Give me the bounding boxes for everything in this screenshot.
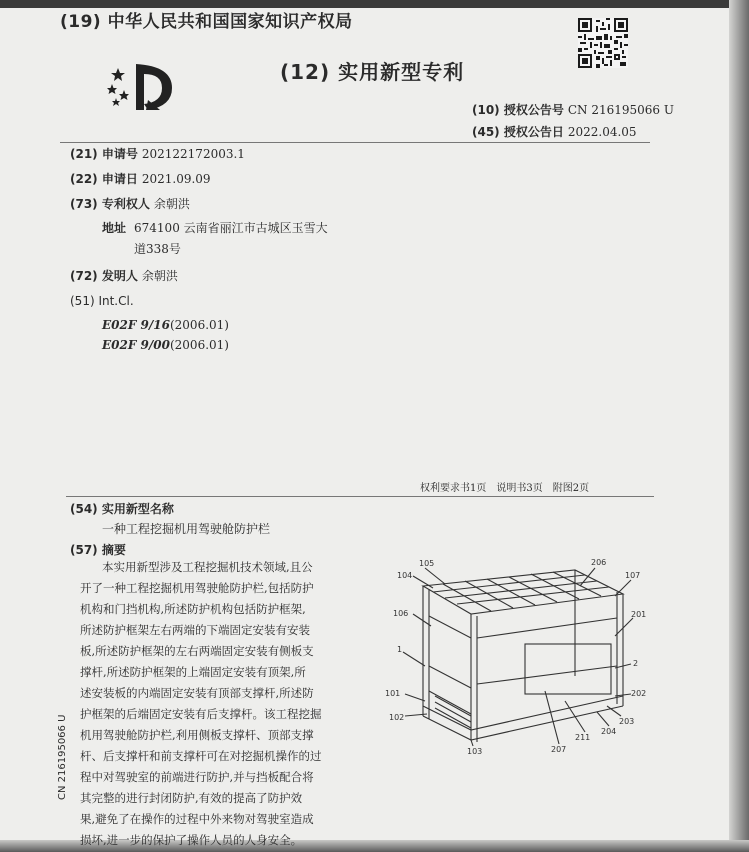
figure-label: 105	[419, 559, 435, 568]
application-date-label: (22) 申请日	[70, 172, 138, 186]
abstract-label: (57) 摘要	[70, 543, 126, 557]
application-number-label: (21) 申请号	[70, 147, 138, 161]
abstract-line: 损坏,进一步的保护了操作人员的人身安全。	[80, 833, 303, 847]
figure-label: 106	[393, 609, 409, 618]
abstract-line: 果,避免了在操作的过程中外来物对驾驶室造成	[80, 812, 314, 826]
title-label: (54) 实用新型名称	[70, 502, 174, 516]
class-code: E02F 9/00	[102, 338, 170, 352]
intcl-label: (51) Int.Cl.	[70, 294, 134, 308]
address-line-1: 674100 云南省丽江市古城区玉雪大	[134, 221, 328, 235]
screen-bezel-top	[0, 0, 749, 8]
publication-date-value: 2022.04.05	[567, 125, 637, 139]
utility-model-title: 一种工程挖掘机用驾驶舱防护栏	[102, 522, 271, 536]
header-divider	[60, 142, 650, 143]
publication-number-label: (10) 授权公告号	[472, 103, 564, 117]
abstract-line: 板,所述防护框架的左右两端固定安装有侧板支	[80, 644, 314, 658]
figure-label: 207	[551, 745, 567, 754]
screen-bezel-right	[729, 0, 749, 852]
abstract-line: 机构和门挡机构,所述防护机构包括防护框架,	[80, 602, 306, 616]
figure-label: 202	[631, 689, 647, 698]
publication-number	[472, 104, 674, 116]
inventor-label: (72) 发明人	[70, 269, 138, 283]
patentee-value: 余朝洪	[153, 197, 190, 211]
publication-date-label: (45) 授权公告日	[472, 125, 564, 139]
inventor	[70, 270, 178, 282]
patentee-label: (73) 专利权人	[70, 197, 150, 211]
class-row	[102, 339, 229, 351]
publication-number-value: CN 216195066 U	[567, 103, 674, 117]
figure-label: 2	[633, 659, 639, 668]
class-version: (2006.01)	[169, 318, 229, 332]
figure-label: 102	[389, 713, 405, 722]
abstract-divider	[66, 496, 654, 497]
page-counts: 权利要求书1页 说明书3页 附图2页	[420, 483, 590, 494]
inventor-value: 余朝洪	[141, 269, 178, 283]
abstract-line: 撑杆,所述防护框架的上端固定安装有顶架,所	[80, 665, 306, 679]
address-line-2	[134, 243, 181, 255]
guardrail-drawing	[375, 556, 655, 756]
abstract-line: 述安装板的内端固定安装有顶部支撑杆,所述防	[80, 686, 314, 700]
application-number	[70, 148, 245, 160]
application-date-value: 2021.09.09	[141, 172, 211, 186]
abstract-line: 本实用新型涉及工程挖掘机技术领域,且公	[102, 560, 313, 574]
figure-label: 107	[625, 571, 641, 580]
figure-label: 211	[575, 733, 591, 742]
figure-label: 206	[591, 558, 607, 567]
class-row	[102, 319, 229, 331]
cnipa-logo-icon	[104, 60, 184, 112]
figure-label: 201	[631, 610, 647, 619]
figure-label: 203	[619, 717, 635, 726]
abstract-line: 所述防护框架左右两端的下端固定安装有安装	[80, 623, 310, 637]
abstract-line: 程中对驾驶室的前端进行防护,并与挡板配合将	[80, 770, 314, 784]
side-publication-number: CN 216195066 U	[57, 714, 68, 800]
abstract-line: 其完整的进行封闭防护,有效的提高了防护效	[80, 791, 303, 805]
address-label: 地址	[102, 221, 127, 235]
address-line-2-value: 道338号	[134, 242, 181, 256]
publication-date	[472, 126, 637, 138]
figure-label: 204	[601, 727, 617, 736]
abstract-line: 开了一种工程挖掘机用驾驶舱防护栏,包括防护	[80, 581, 314, 595]
figure-label: 101	[385, 689, 401, 698]
abstract-line: 机用驾驶舱防护栏,利用侧板支撑杆、顶部支撑	[80, 728, 314, 742]
figure-label: 103	[467, 747, 483, 756]
abstract-line: 护框架的后端固定安装有后支撑杆。该工程挖掘	[80, 707, 322, 721]
application-date	[70, 173, 211, 185]
class-version: (2006.01)	[169, 338, 229, 352]
class-code: E02F 9/16	[102, 318, 170, 332]
abstract-line: 杆、后支撑杆和前支撑杆可在对挖掘机操作的过	[80, 749, 322, 763]
document-type-title: (12) 实用新型专利	[280, 60, 465, 84]
address	[102, 222, 328, 234]
figure-label: 1	[397, 645, 403, 654]
office-name: (19) 中华人民共和国国家知识产权局	[60, 12, 353, 32]
qr-code-icon	[578, 18, 628, 68]
application-number-value: 202122172003.1	[141, 147, 245, 161]
figure-label: 104	[397, 571, 413, 580]
patentee	[70, 198, 190, 210]
